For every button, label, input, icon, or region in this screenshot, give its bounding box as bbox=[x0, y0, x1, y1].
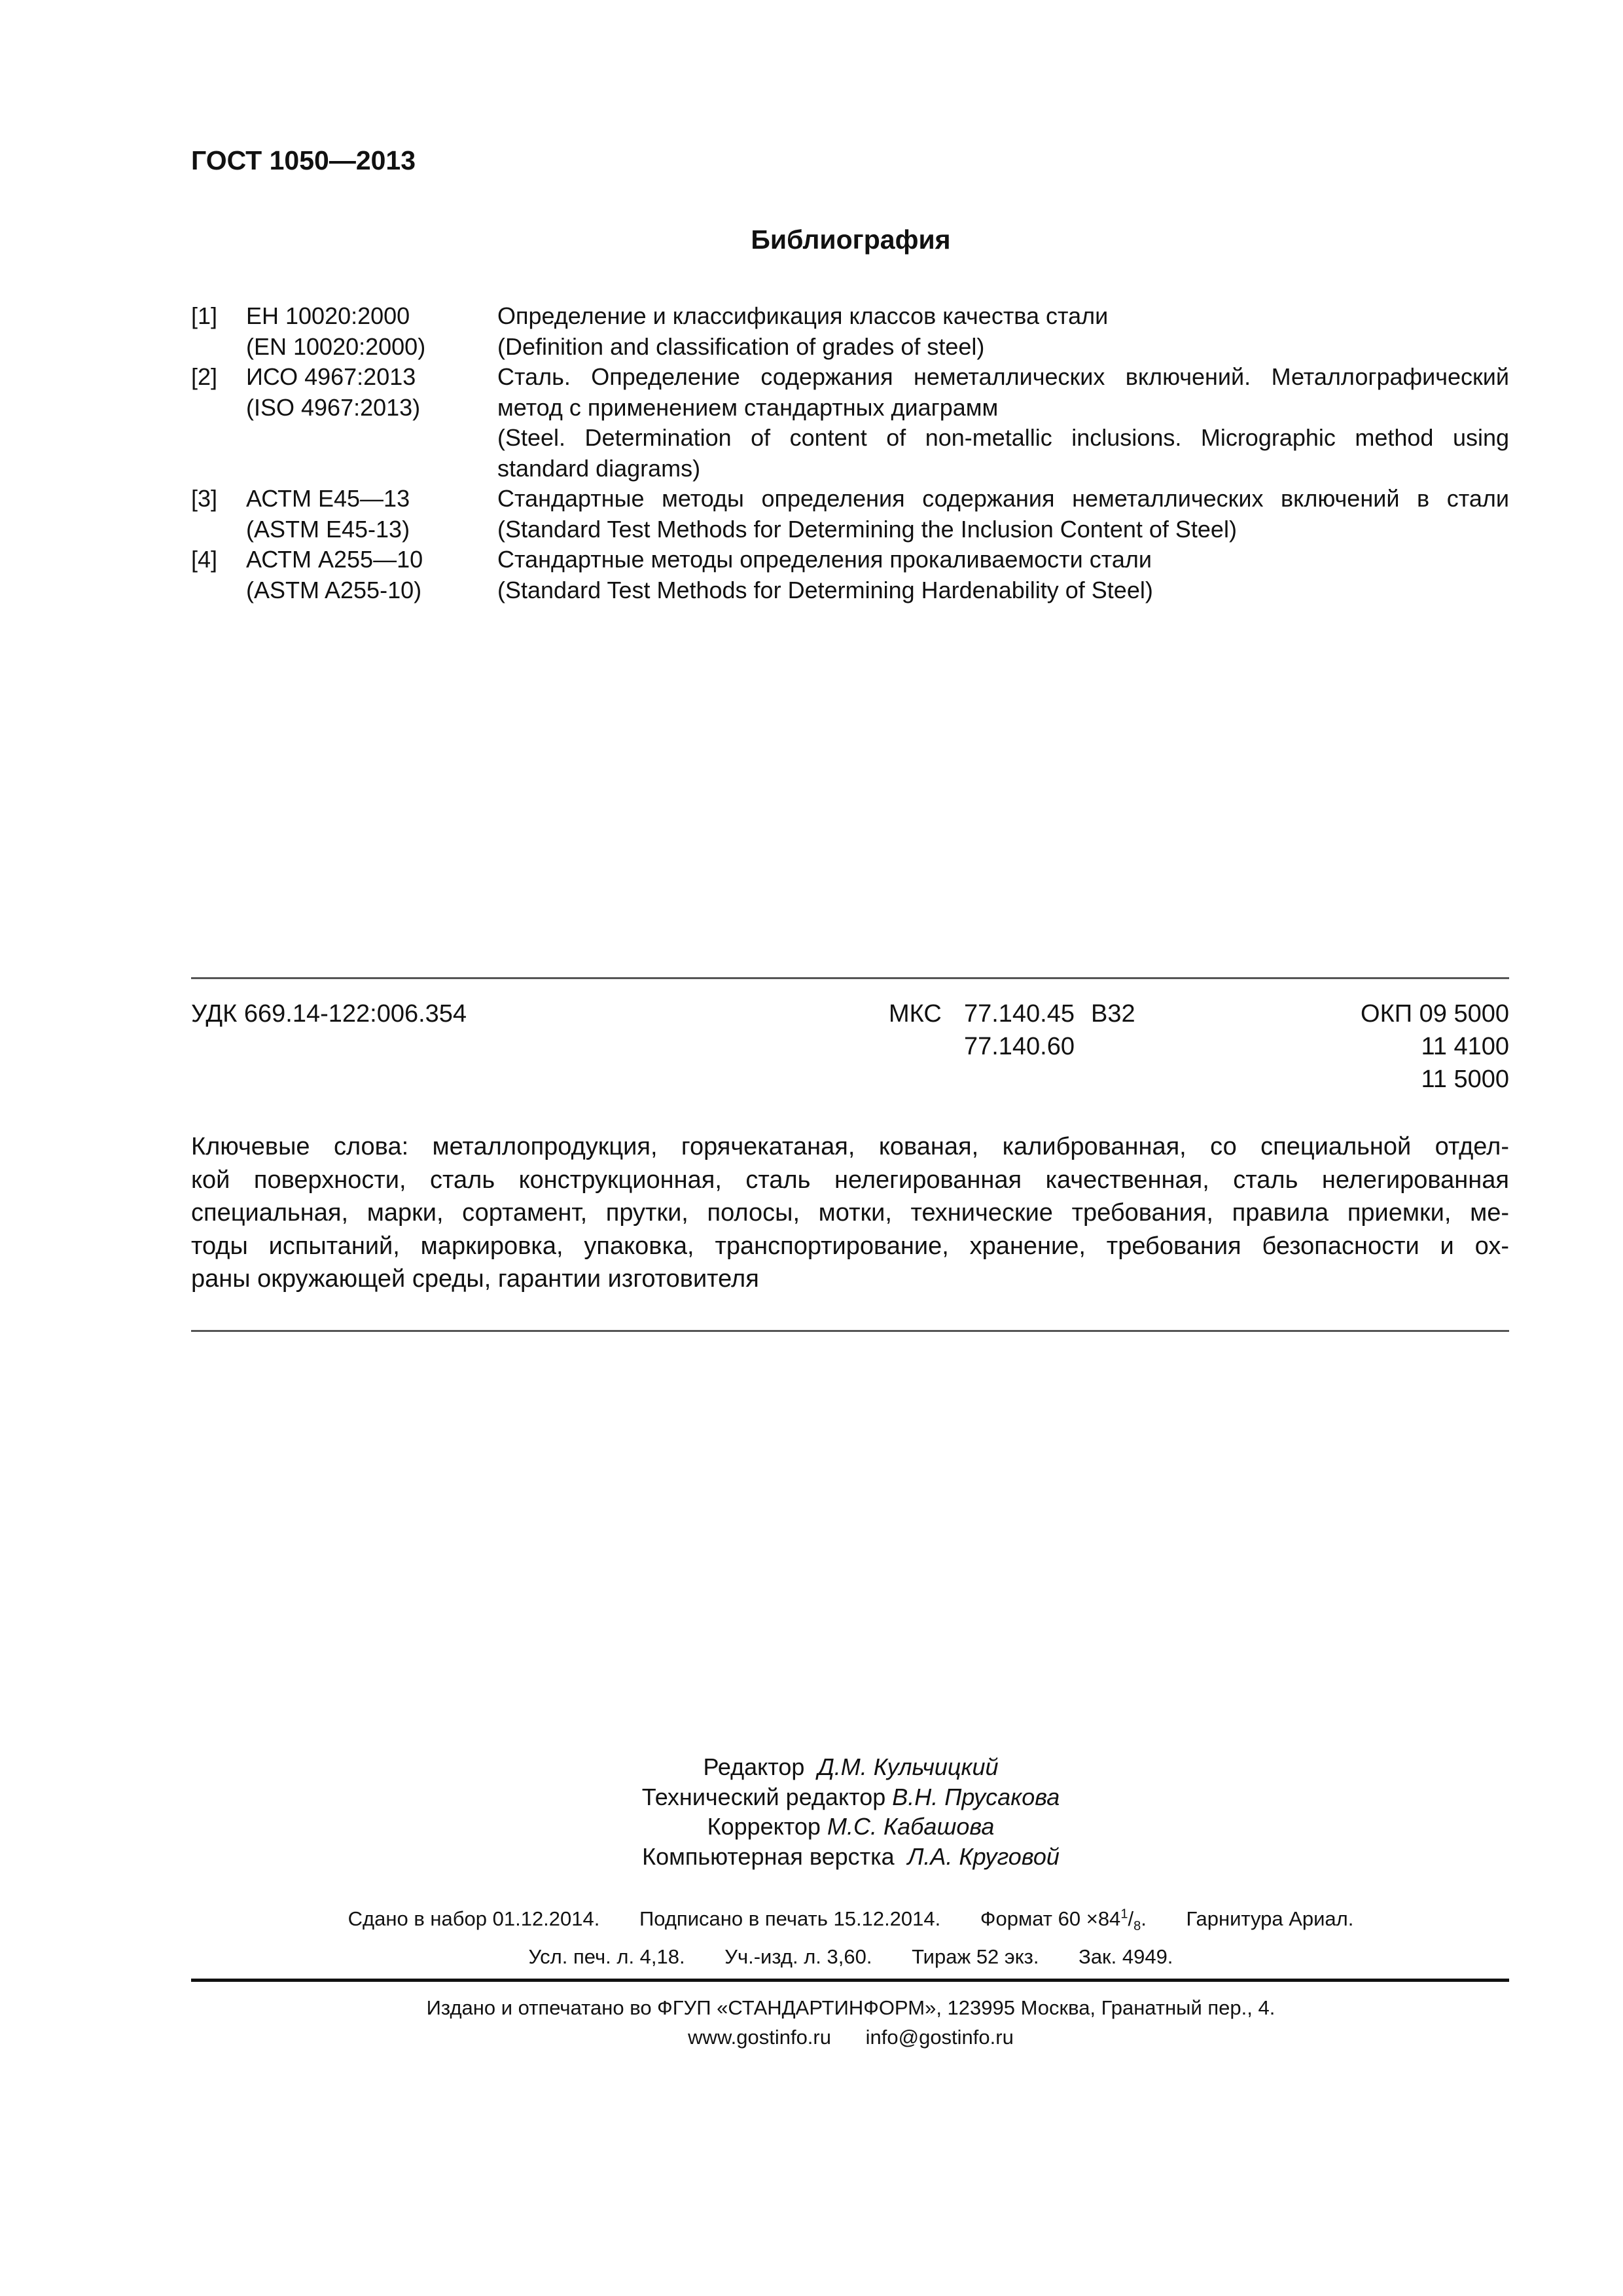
keywords-paragraph bbox=[191, 1130, 1509, 1296]
edit-sheets: Уч.-изд. л. 3,60. bbox=[724, 1945, 872, 1968]
credit-line bbox=[0, 1842, 1623, 1872]
entry-number: [4] bbox=[191, 546, 218, 573]
okp-code: 11 5000 bbox=[1421, 1066, 1509, 1093]
print-info-block bbox=[0, 1900, 1623, 1971]
keywords-line: кой поверхности, сталь конструкционная, сталь нелегированная качественная, сталь нелегированная bbox=[191, 1166, 1509, 1194]
mks-code: 77.140.45 bbox=[963, 1000, 1075, 1028]
print-run: Тираж 52 экз. bbox=[912, 1945, 1039, 1968]
typeset-date: Сдано в набор 01.12.2014. bbox=[348, 1907, 600, 1931]
entry-code bbox=[246, 301, 425, 362]
format-prefix: Формат 60 ×84 bbox=[980, 1907, 1121, 1931]
credit-line bbox=[0, 1752, 1623, 1782]
entry-code bbox=[246, 362, 420, 423]
entry-code-local: АСТМ Е45—13 bbox=[246, 485, 410, 512]
publisher-contacts bbox=[0, 2022, 1623, 2052]
entry-code-original: (ASTM E45-13) bbox=[246, 515, 410, 543]
website-link[interactable]: www.gostinfo.ru bbox=[688, 2026, 831, 2049]
signed-date: Подписано в печать 15.12.2014. bbox=[639, 1907, 941, 1931]
credit-person: Л.А. Круговой bbox=[907, 1842, 1060, 1870]
entry-description-line: Определение и классификация классов качества стали bbox=[497, 302, 1109, 329]
bibliography-entry bbox=[191, 362, 1509, 484]
entry-code-original: (EN 10020:2000) bbox=[246, 332, 426, 360]
entry-code-local: ИСО 4967:2013 bbox=[246, 363, 416, 390]
print-info-line bbox=[0, 1900, 1623, 1942]
credits-block bbox=[0, 1752, 1623, 1871]
entry-description bbox=[497, 484, 1509, 545]
entry-code-original: (ISO 4967:2013) bbox=[246, 393, 421, 421]
okp-code-first bbox=[1361, 997, 1509, 1030]
entry-description bbox=[497, 545, 1509, 605]
credit-person: М.С. Кабашова bbox=[827, 1813, 995, 1840]
entry-description-line: standard diagrams) bbox=[497, 454, 701, 482]
publisher-block bbox=[0, 1993, 1623, 2052]
credit-line bbox=[0, 1812, 1623, 1842]
bibliography-entry bbox=[191, 484, 1509, 545]
email-link[interactable]: info@gostinfo.ru bbox=[865, 2026, 1014, 2049]
okp-codes bbox=[1361, 997, 1509, 1096]
entry-description-line: (Standard Test Methods for Determining the Inclusion Content of Steel) bbox=[497, 515, 1237, 543]
mks-label: МКС bbox=[889, 1000, 942, 1028]
okp-label: ОКП bbox=[1361, 1000, 1413, 1028]
keywords-line: Ключевые слова: металлопродукция, горячекатаная, кованая, калиброванная, со специальной отдел- bbox=[191, 1133, 1509, 1160]
bibliography-entry bbox=[191, 301, 1509, 362]
format-info bbox=[980, 1907, 1147, 1934]
okp-code: 11 4100 bbox=[1421, 1033, 1509, 1060]
entry-code-original: (ASTM A255-10) bbox=[246, 576, 422, 603]
entry-code bbox=[246, 484, 410, 545]
format-slash: / bbox=[1128, 1907, 1134, 1931]
entry-code-local: ЕН 10020:2000 bbox=[246, 302, 410, 329]
order-number: Зак. 4949. bbox=[1079, 1945, 1173, 1968]
format-suffix: . bbox=[1141, 1907, 1147, 1931]
group-code: В32 bbox=[1091, 1000, 1135, 1028]
entry-number: [3] bbox=[191, 485, 218, 512]
bibliography-entry bbox=[191, 545, 1509, 605]
entry-description-line: Стандартные методы определения содержания неметаллических включений в стали bbox=[497, 485, 1509, 512]
print-sheets: Усл. печ. л. 4,18. bbox=[528, 1945, 685, 1968]
font-info: Гарнитура Ариал. bbox=[1186, 1907, 1354, 1931]
entry-number: [1] bbox=[191, 302, 218, 329]
entry-description bbox=[497, 362, 1509, 484]
entry-description bbox=[497, 301, 1509, 362]
entry-description-line: метод с применением стандартных диаграмм bbox=[497, 393, 999, 421]
credit-role: Редактор bbox=[703, 1753, 805, 1780]
keywords-line: специальная, марки, сортамент, прутки, полосы, мотки, технические требования, правила приемки, ме- bbox=[191, 1199, 1509, 1227]
credit-person: Д.М. Кульчицкий bbox=[817, 1753, 999, 1780]
entry-description-line: (Definition and classification of grades of steel) bbox=[497, 332, 985, 360]
credit-role: Технический редактор bbox=[641, 1783, 886, 1810]
credit-line bbox=[0, 1782, 1623, 1812]
divider-line bbox=[191, 1330, 1509, 1332]
keywords-line: раны окружающей среды, гарантии изготовителя bbox=[191, 1265, 759, 1293]
document-number: ГОСТ 1050—2013 bbox=[191, 145, 416, 175]
entry-code bbox=[246, 545, 423, 605]
print-info-line bbox=[0, 1942, 1623, 1971]
publisher-address: Издано и отпечатано во ФГУП «СТАНДАРТИНФОРМ», 123995 Москва, Гранатный пер., 4. bbox=[426, 1996, 1275, 2019]
credit-role: Корректор bbox=[707, 1813, 821, 1840]
credit-person: В.Н. Прусакова bbox=[892, 1783, 1060, 1810]
entry-description-line: Сталь. Определение содержания неметаллических включений. Металлографический bbox=[497, 363, 1509, 390]
keywords-line: тоды испытаний, маркировка, упаковка, транспортирование, хранение, требования безопасности и ох- bbox=[191, 1232, 1509, 1260]
udk-code: УДК 669.14-122:006.354 bbox=[191, 1000, 467, 1028]
format-numerator: 1 bbox=[1120, 1907, 1128, 1922]
divider-line-bold bbox=[191, 1979, 1509, 1982]
entry-description-line: (Standard Test Methods for Determining Hardenability of Steel) bbox=[497, 576, 1153, 603]
entry-description-line: (Steel. Determination of content of non-metallic inclusions. Micrographic method using bbox=[497, 424, 1509, 451]
okp-code: 09 5000 bbox=[1419, 1000, 1509, 1028]
entry-description-line: Стандартные методы определения прокаливаемости стали bbox=[497, 546, 1152, 573]
bibliography-list bbox=[191, 301, 1509, 605]
mks-code: 77.140.60 bbox=[963, 1033, 1075, 1060]
bibliography-title: Библиография bbox=[751, 224, 951, 255]
credit-role: Компьютерная верстка bbox=[642, 1842, 895, 1870]
entry-code-local: АСТМ А255—10 bbox=[246, 546, 423, 573]
format-denominator: 8 bbox=[1133, 1919, 1141, 1934]
entry-number: [2] bbox=[191, 363, 218, 390]
divider-line bbox=[191, 977, 1509, 979]
